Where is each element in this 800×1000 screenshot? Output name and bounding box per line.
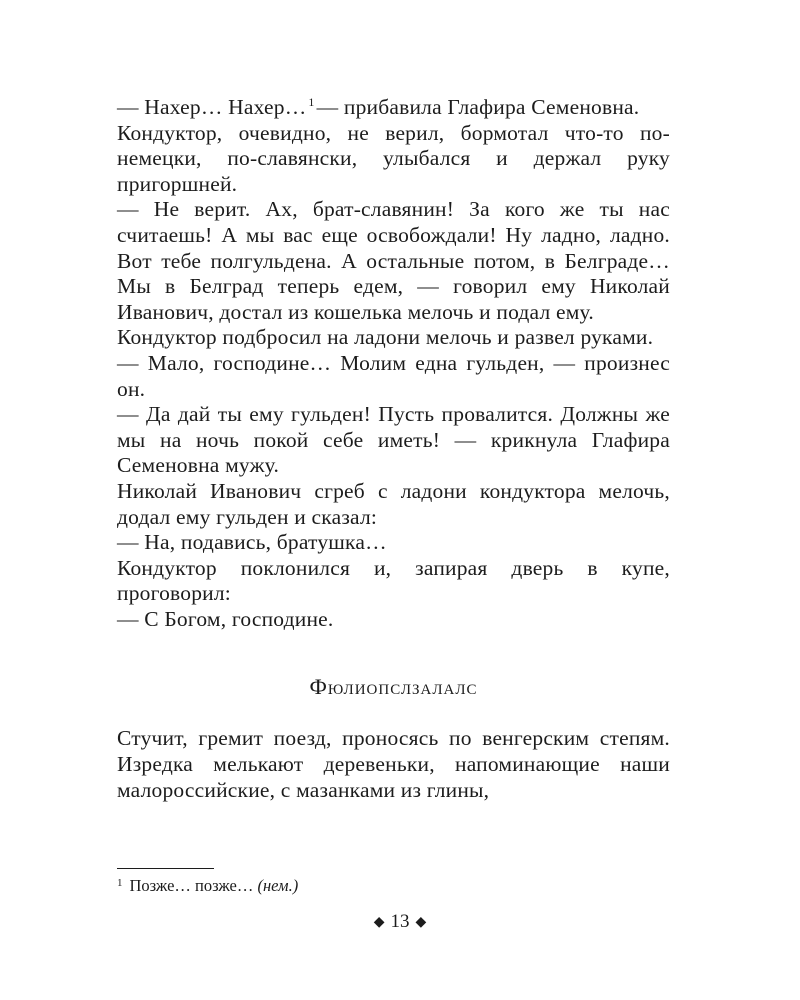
ornament-left-icon: ◆: [373, 915, 385, 930]
paragraph-1: [117, 90, 670, 121]
paragraph-10: — С Богом, господине.: [117, 606, 334, 631]
paragraph-after-heading: Стучит, гремит поезд, проносясь по венгерским степям. Изредка мелькают деревеньки, напоминающие наши малороссийские, с мазанками из глины,: [117, 726, 670, 802]
footnote-text: Позже… позже…: [129, 876, 254, 895]
paragraph-9: Кондуктор поклонился и, запирая дверь в купе, проговорил:: [117, 555, 670, 606]
paragraph-1-pre: — Нахер… Нахер…: [117, 95, 307, 119]
paragraph-6: — Да дай ты ему гульден! Пусть провалится. Должны же мы на ночь покой себе иметь! — крикнула Глафира Семеновна мужу.: [117, 402, 670, 478]
paragraph-1-post: — прибавила Глафира Семеновна.: [316, 95, 640, 119]
paragraph-8: — На, подавись, братушка…: [117, 530, 387, 555]
page-number: 13: [390, 911, 410, 932]
section-heading: Фюлиопслзалалс: [309, 674, 478, 700]
footnote-mark: 1: [117, 877, 123, 889]
paragraph-5: — Мало, господине… Молим една гульден, — произнес он.: [117, 350, 670, 401]
footnote-language: (нем.): [257, 876, 299, 895]
paragraph-3: — Не верит. Ах, брат-славянин! За кого же ты нас считаешь! А мы вас еще освобождали! Ну ладно, ладно. Вот тебе полгульдена. А остальные потом, в Белграде… Мы в Белград теперь едем, — говорил ему Николай Иванович, достал из кошелька мелочь и подал ему.: [117, 197, 670, 324]
footnote: [117, 873, 677, 896]
paragraph-7: Николай Иванович сгреб с ладони кондуктора мелочь, додал ему гульден и сказал:: [117, 478, 670, 529]
footnote-ref: 1: [308, 95, 315, 109]
page-number-line: [0, 911, 800, 933]
footnote-divider: [117, 868, 214, 869]
paragraph-4: Кондуктор подбросил на ладони мелочь и развел руками.: [117, 325, 654, 350]
paragraph-2: Кондуктор, очевидно, не верил, бормотал что-то по-немецки, по-славянски, улыбался и держал руку пригоршней.: [117, 120, 670, 196]
ornament-right-icon: ◆: [415, 915, 427, 930]
main-text: [117, 90, 670, 803]
